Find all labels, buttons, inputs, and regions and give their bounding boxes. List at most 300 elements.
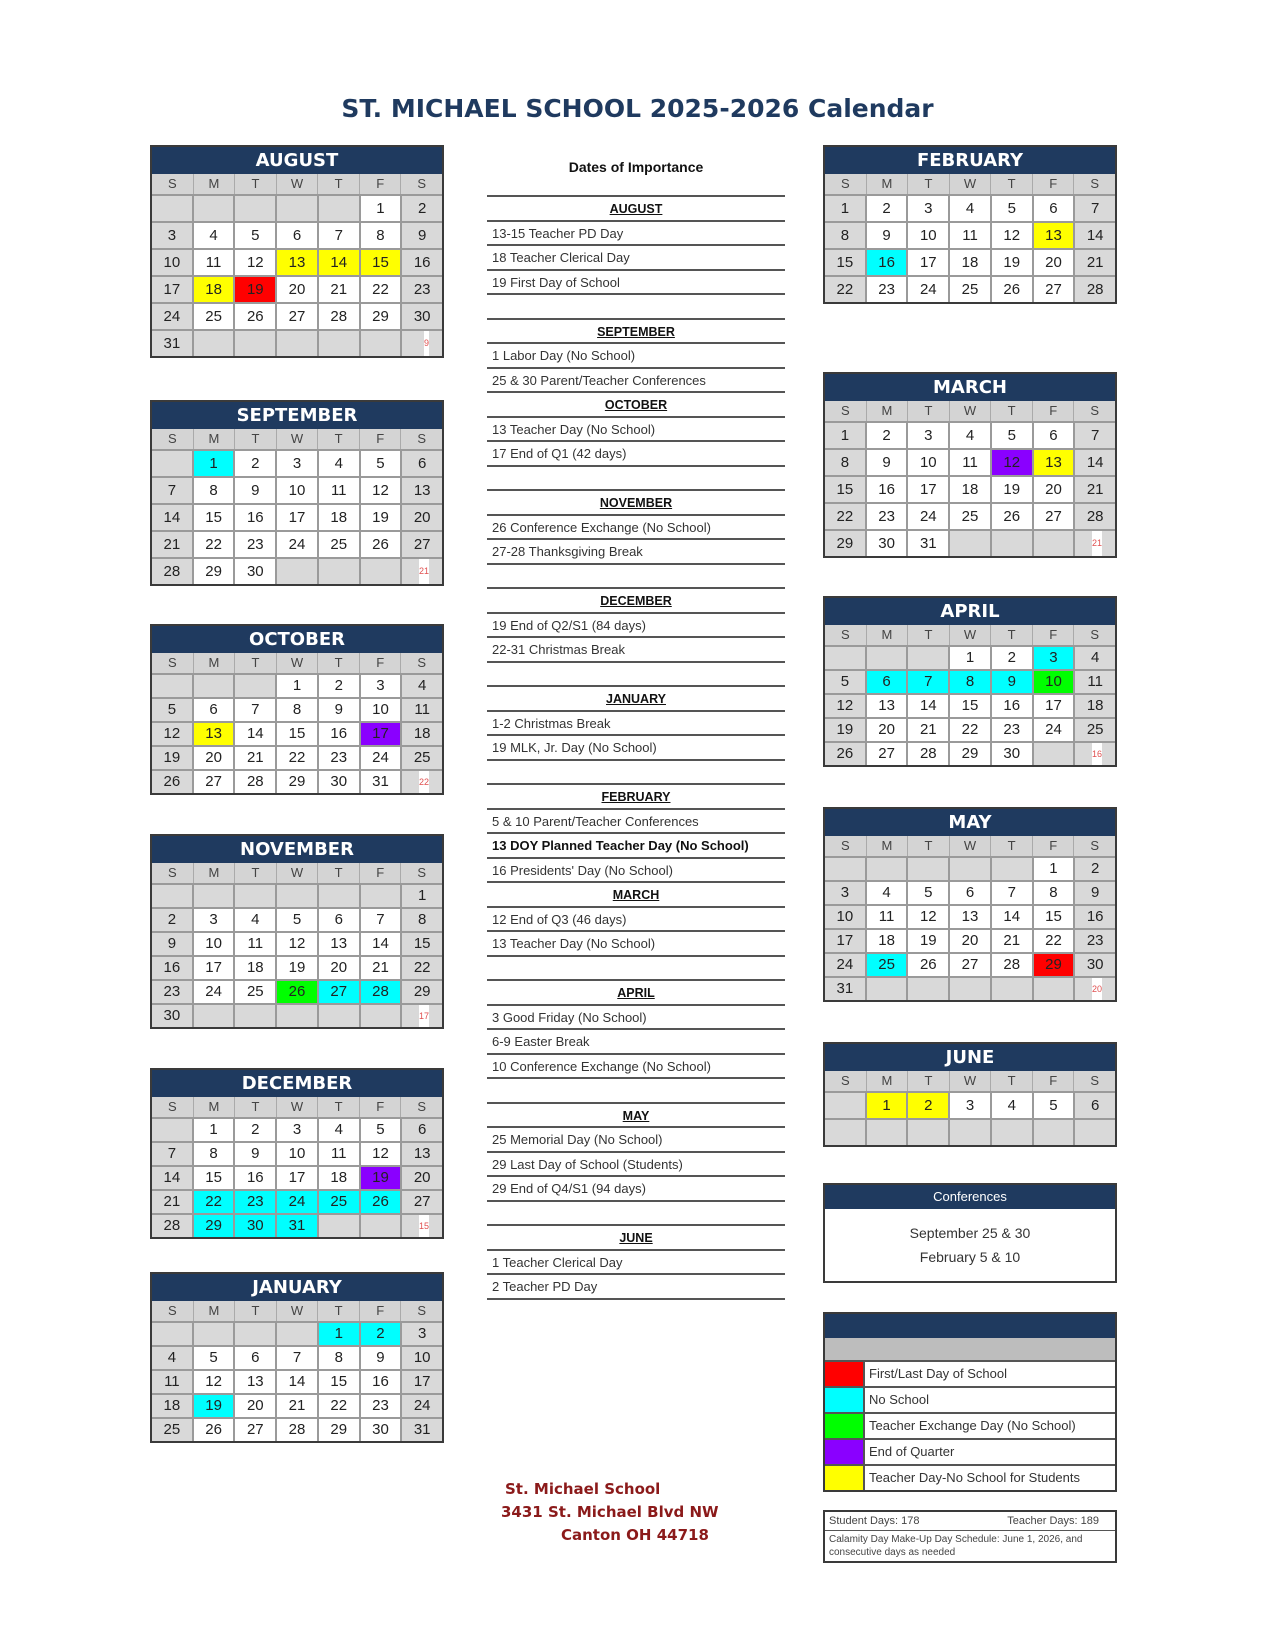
day-cell: 16 — [152, 955, 194, 979]
day-cell: 23 — [1075, 928, 1115, 952]
day-cell: 18 — [950, 475, 992, 502]
day-cell: 11 — [867, 904, 909, 928]
day-cell: 9 — [1075, 880, 1115, 904]
day-cell: 16 — [992, 693, 1034, 717]
day-cell: 21 — [152, 530, 194, 557]
day-cell: 6 — [235, 1345, 277, 1369]
day-cell: 8 — [402, 907, 442, 931]
week-row — [152, 769, 442, 793]
week-row — [825, 645, 1115, 669]
day-cell: 9 — [402, 221, 442, 248]
day-cell: 1 — [194, 449, 236, 476]
weekday-label: S — [1074, 625, 1115, 645]
empty-cell — [950, 1118, 992, 1145]
day-cell: 8 — [825, 448, 867, 475]
weekday-header — [152, 174, 442, 194]
weekday-label: M — [194, 653, 236, 673]
empty-cell — [194, 673, 236, 697]
empty-cell — [402, 1213, 442, 1237]
day-cell: 16 — [361, 1369, 403, 1393]
weekday-header — [152, 863, 442, 883]
school-day-count: 22 — [419, 769, 429, 793]
week-row — [152, 979, 442, 1003]
day-cell: 8 — [950, 669, 992, 693]
day-cell: 4 — [319, 1117, 361, 1141]
legend-swatch — [825, 1414, 865, 1438]
legend-label: Teacher Day-No School for Students — [869, 1470, 1080, 1485]
empty-cell — [402, 1003, 442, 1027]
legend-item — [825, 1386, 1115, 1412]
day-cell: 9 — [361, 1345, 403, 1369]
dates-month-heading: NOVEMBER — [487, 491, 785, 516]
day-cell: 4 — [950, 421, 992, 448]
dates-entry — [487, 663, 785, 688]
day-cell: 11 — [1075, 669, 1115, 693]
weekday-label: S — [825, 174, 867, 194]
week-row — [825, 421, 1115, 448]
day-cell: 18 — [950, 248, 992, 275]
week-row — [825, 952, 1115, 976]
weekday-label: T — [908, 836, 950, 856]
day-cell: 2 — [867, 194, 909, 221]
legend-swatch — [825, 1388, 865, 1412]
day-cell: 9 — [867, 448, 909, 475]
week-row — [152, 476, 442, 503]
day-cell: 21 — [361, 955, 403, 979]
dates-entry: 22-31 Christmas Break — [487, 638, 785, 663]
empty-cell — [825, 1091, 867, 1118]
day-cell: 21 — [1075, 475, 1115, 502]
weekday-label: M — [194, 174, 236, 194]
dates-entry — [487, 467, 785, 492]
dates-entry: 17 End of Q1 (42 days) — [487, 442, 785, 467]
weekday-label: S — [1074, 174, 1115, 194]
week-row — [152, 955, 442, 979]
day-cell: 18 — [319, 1165, 361, 1189]
day-cell: 2 — [319, 673, 361, 697]
day-cell: 16 — [402, 248, 442, 275]
day-cell: 29 — [361, 302, 403, 329]
day-cell: 8 — [194, 476, 236, 503]
week-row — [825, 669, 1115, 693]
day-cell: 3 — [194, 907, 236, 931]
day-cell: 25 — [950, 502, 992, 529]
dates-entry: 19 MLK, Jr. Day (No School) — [487, 736, 785, 761]
day-cell: 1 — [1034, 856, 1076, 880]
empty-cell — [992, 529, 1034, 556]
empty-cell — [1034, 741, 1076, 765]
day-cell: 13 — [194, 721, 236, 745]
weekday-label: W — [277, 653, 319, 673]
day-cell: 13 — [1034, 448, 1076, 475]
week-row — [152, 329, 442, 356]
empty-cell — [361, 1213, 403, 1237]
week-row — [152, 248, 442, 275]
day-cell: 25 — [319, 1189, 361, 1213]
week-row — [825, 502, 1115, 529]
week-row — [825, 529, 1115, 556]
weekday-label: M — [867, 625, 909, 645]
day-cell: 13 — [867, 693, 909, 717]
empty-cell — [152, 1321, 194, 1345]
day-cell: 20 — [1034, 248, 1076, 275]
week-row — [825, 856, 1115, 880]
empty-cell — [1075, 1118, 1115, 1145]
weekday-label: M — [867, 401, 909, 421]
day-cell: 22 — [1034, 928, 1076, 952]
month-title: JUNE — [825, 1044, 1115, 1071]
day-cell: 20 — [402, 1165, 442, 1189]
week-row — [152, 697, 442, 721]
day-cell: 17 — [908, 248, 950, 275]
day-cell: 1 — [950, 645, 992, 669]
day-cell: 19 — [908, 928, 950, 952]
day-cell: 10 — [361, 697, 403, 721]
day-cell: 4 — [194, 221, 236, 248]
empty-cell — [319, 329, 361, 356]
empty-cell — [867, 856, 909, 880]
empty-cell — [361, 557, 403, 584]
month-october — [150, 624, 444, 795]
day-cell: 11 — [235, 931, 277, 955]
month-title: MARCH — [825, 374, 1115, 401]
day-cell: 1 — [361, 194, 403, 221]
legend-subheader — [825, 1338, 1115, 1360]
day-cell: 14 — [152, 1165, 194, 1189]
day-cell: 3 — [908, 421, 950, 448]
empty-cell — [277, 883, 319, 907]
weekday-label: S — [825, 401, 867, 421]
weekday-label: S — [825, 1071, 867, 1091]
day-cell: 10 — [277, 476, 319, 503]
empty-cell — [152, 1117, 194, 1141]
week-row — [825, 1091, 1115, 1118]
day-cell: 7 — [1075, 421, 1115, 448]
day-cell: 15 — [825, 248, 867, 275]
day-cell: 19 — [152, 745, 194, 769]
day-cell: 7 — [152, 1141, 194, 1165]
day-cell: 10 — [1034, 669, 1076, 693]
day-cell: 2 — [402, 194, 442, 221]
weekday-header — [152, 429, 442, 449]
day-cell: 21 — [152, 1189, 194, 1213]
day-cell: 13 — [950, 904, 992, 928]
weekday-header — [152, 1301, 442, 1321]
dates-entry: 16 Presidents' Day (No School) — [487, 859, 785, 884]
month-january — [150, 1272, 444, 1443]
day-cell: 5 — [1034, 1091, 1076, 1118]
month-february — [823, 145, 1117, 304]
day-cell: 1 — [194, 1117, 236, 1141]
day-cell: 10 — [402, 1345, 442, 1369]
day-cell: 20 — [867, 717, 909, 741]
day-cell: 5 — [908, 880, 950, 904]
day-cell: 20 — [235, 1393, 277, 1417]
day-cell: 2 — [1075, 856, 1115, 880]
dates-entry: 25 & 30 Parent/Teacher Conferences — [487, 369, 785, 394]
day-cell: 15 — [950, 693, 992, 717]
empty-cell — [361, 1003, 403, 1027]
day-cell: 28 — [152, 557, 194, 584]
day-cell: 1 — [277, 673, 319, 697]
day-cell: 3 — [825, 880, 867, 904]
day-cell: 19 — [825, 717, 867, 741]
day-cell: 22 — [319, 1393, 361, 1417]
weekday-header — [825, 836, 1115, 856]
day-cell: 15 — [319, 1369, 361, 1393]
day-cell: 27 — [277, 302, 319, 329]
day-cell: 31 — [277, 1213, 319, 1237]
day-cell: 10 — [152, 248, 194, 275]
empty-cell — [194, 1321, 236, 1345]
day-cell: 12 — [825, 693, 867, 717]
week-row — [825, 221, 1115, 248]
weekday-label: T — [318, 1301, 360, 1321]
weekday-label: S — [825, 836, 867, 856]
day-cell: 26 — [235, 302, 277, 329]
day-cell: 27 — [1034, 275, 1076, 302]
week-row — [152, 557, 442, 584]
school-address — [501, 1478, 719, 1547]
empty-cell — [1075, 529, 1115, 556]
day-cell: 21 — [319, 275, 361, 302]
day-cell: 20 — [194, 745, 236, 769]
day-cell: 27 — [950, 952, 992, 976]
day-cell: 5 — [277, 907, 319, 931]
day-cell: 26 — [825, 741, 867, 765]
empty-cell — [1075, 741, 1115, 765]
dates-entry: 10 Conference Exchange (No School) — [487, 1055, 785, 1080]
weekday-label: S — [152, 653, 194, 673]
empty-cell — [1034, 976, 1076, 1000]
weekday-header — [152, 653, 442, 673]
week-row — [152, 931, 442, 955]
empty-cell — [908, 1118, 950, 1145]
day-cell: 24 — [825, 952, 867, 976]
day-cell: 25 — [1075, 717, 1115, 741]
weekday-label: F — [360, 653, 402, 673]
empty-cell — [867, 645, 909, 669]
day-cell: 22 — [194, 530, 236, 557]
day-cell: 15 — [277, 721, 319, 745]
week-row — [825, 248, 1115, 275]
day-cell: 4 — [867, 880, 909, 904]
day-cell: 29 — [277, 769, 319, 793]
legend-item — [825, 1360, 1115, 1386]
day-cell: 15 — [194, 503, 236, 530]
day-cell: 19 — [992, 475, 1034, 502]
dates-entry: 18 Teacher Clerical Day — [487, 246, 785, 271]
day-cell: 10 — [277, 1141, 319, 1165]
weekday-label: F — [360, 429, 402, 449]
dates-entry: 29 Last Day of School (Students) — [487, 1153, 785, 1178]
month-title: NOVEMBER — [152, 836, 442, 863]
day-cell: 7 — [319, 221, 361, 248]
dates-month-heading: OCTOBER — [487, 393, 785, 418]
school-day-count: 15 — [419, 1213, 429, 1237]
day-cell: 7 — [1075, 194, 1115, 221]
empty-cell — [950, 976, 992, 1000]
legend-swatch — [825, 1362, 865, 1386]
day-cell: 22 — [194, 1189, 236, 1213]
empty-cell — [235, 1003, 277, 1027]
empty-cell — [992, 976, 1034, 1000]
dates-entry: 1 Labor Day (No School) — [487, 344, 785, 369]
day-cell: 21 — [1075, 248, 1115, 275]
empty-cell — [867, 976, 909, 1000]
weekday-label: T — [318, 429, 360, 449]
day-cell: 28 — [361, 979, 403, 1003]
color-legend — [823, 1312, 1117, 1492]
day-cell: 28 — [152, 1213, 194, 1237]
empty-cell — [194, 329, 236, 356]
empty-cell — [867, 1118, 909, 1145]
day-cell: 10 — [908, 221, 950, 248]
week-row — [825, 275, 1115, 302]
day-cell: 5 — [152, 697, 194, 721]
day-cell: 23 — [235, 1189, 277, 1213]
weekday-label: S — [825, 625, 867, 645]
weekday-label: M — [867, 836, 909, 856]
month-december — [150, 1068, 444, 1239]
week-row — [152, 1345, 442, 1369]
day-cell: 8 — [277, 697, 319, 721]
dates-of-importance — [487, 150, 785, 1300]
weekday-label: S — [401, 863, 442, 883]
day-cell: 26 — [992, 275, 1034, 302]
day-cell: 5 — [194, 1345, 236, 1369]
day-cell: 16 — [867, 248, 909, 275]
dates-entry — [487, 761, 785, 786]
empty-cell — [319, 1003, 361, 1027]
empty-cell — [235, 329, 277, 356]
empty-cell — [194, 883, 236, 907]
dates-entry: 13 DOY Planned Teacher Day (No School) — [487, 834, 785, 859]
day-cell: 27 — [319, 979, 361, 1003]
weekday-label: T — [908, 625, 950, 645]
dates-entry: 26 Conference Exchange (No School) — [487, 516, 785, 541]
weekday-label: W — [277, 1097, 319, 1117]
month-june — [823, 1042, 1117, 1147]
weekday-label: F — [1033, 625, 1075, 645]
day-cell: 2 — [361, 1321, 403, 1345]
day-cell: 24 — [908, 275, 950, 302]
dates-entry: 13 Teacher Day (No School) — [487, 418, 785, 443]
day-cell: 4 — [152, 1345, 194, 1369]
day-cell: 17 — [277, 503, 319, 530]
day-cell: 6 — [1075, 1091, 1115, 1118]
day-cell: 19 — [235, 275, 277, 302]
day-cell: 24 — [908, 502, 950, 529]
day-cell: 31 — [402, 1417, 442, 1441]
month-title: OCTOBER — [152, 626, 442, 653]
day-cell: 24 — [277, 530, 319, 557]
day-cell: 20 — [319, 955, 361, 979]
day-cell: 23 — [319, 745, 361, 769]
day-cell: 22 — [950, 717, 992, 741]
legend-label: Teacher Exchange Day (No School) — [869, 1418, 1076, 1433]
weekday-label: S — [1074, 1071, 1115, 1091]
day-cell: 17 — [152, 275, 194, 302]
day-cell: 14 — [361, 931, 403, 955]
school-day-count: 21 — [1092, 529, 1102, 556]
day-cell: 8 — [361, 221, 403, 248]
month-title: APRIL — [825, 598, 1115, 625]
empty-cell — [908, 976, 950, 1000]
week-row — [152, 1321, 442, 1345]
week-row — [152, 1165, 442, 1189]
dates-month-heading: MARCH — [487, 883, 785, 908]
weekday-label: W — [950, 836, 992, 856]
dates-entry: 29 End of Q4/S1 (94 days) — [487, 1177, 785, 1202]
day-cell: 27 — [402, 1189, 442, 1213]
day-cell: 9 — [235, 1141, 277, 1165]
legend-item — [825, 1412, 1115, 1438]
day-cell: 28 — [1075, 502, 1115, 529]
empty-cell — [235, 194, 277, 221]
empty-cell — [152, 673, 194, 697]
day-cell: 6 — [277, 221, 319, 248]
day-cell: 28 — [277, 1417, 319, 1441]
weekday-label: M — [194, 1301, 236, 1321]
weekday-label: T — [235, 1097, 277, 1117]
day-cell: 11 — [194, 248, 236, 275]
day-cell: 12 — [361, 1141, 403, 1165]
student-days: Student Days: 178 — [829, 1515, 920, 1527]
day-cell: 13 — [402, 476, 442, 503]
day-cell: 25 — [867, 952, 909, 976]
conferences-line-1: September 25 & 30 — [909, 1225, 1031, 1241]
day-cell: 4 — [402, 673, 442, 697]
day-cell: 28 — [235, 769, 277, 793]
empty-cell — [277, 1003, 319, 1027]
day-cell: 28 — [1075, 275, 1115, 302]
dates-month-heading: DECEMBER — [487, 589, 785, 614]
day-cell: 17 — [277, 1165, 319, 1189]
weekday-header — [825, 174, 1115, 194]
week-row — [152, 907, 442, 931]
day-cell: 1 — [319, 1321, 361, 1345]
empty-cell — [361, 329, 403, 356]
conferences-title: Conferences — [825, 1185, 1115, 1209]
day-cell: 5 — [992, 194, 1034, 221]
day-cell: 8 — [1034, 880, 1076, 904]
weekday-label: F — [360, 863, 402, 883]
day-cell: 26 — [361, 530, 403, 557]
weekday-label: W — [950, 625, 992, 645]
day-cell: 3 — [402, 1321, 442, 1345]
day-cell: 16 — [1075, 904, 1115, 928]
week-row — [825, 475, 1115, 502]
dates-month-heading: SEPTEMBER — [487, 320, 785, 345]
day-cell: 11 — [950, 448, 992, 475]
dates-month-heading: JANUARY — [487, 687, 785, 712]
day-cell: 30 — [361, 1417, 403, 1441]
weekday-label: M — [867, 174, 909, 194]
day-cell: 14 — [319, 248, 361, 275]
day-cell: 28 — [992, 952, 1034, 976]
calamity-note: Calamity Day Make-Up Day Schedule: June 1, 2026, and consecutive days as needed — [829, 1534, 1083, 1558]
day-cell: 30 — [992, 741, 1034, 765]
day-cell: 12 — [992, 221, 1034, 248]
day-cell: 14 — [235, 721, 277, 745]
empty-cell — [319, 557, 361, 584]
weekday-label: T — [908, 401, 950, 421]
weekday-label: M — [194, 429, 236, 449]
week-row — [825, 928, 1115, 952]
day-cell: 27 — [402, 530, 442, 557]
day-cell: 18 — [402, 721, 442, 745]
